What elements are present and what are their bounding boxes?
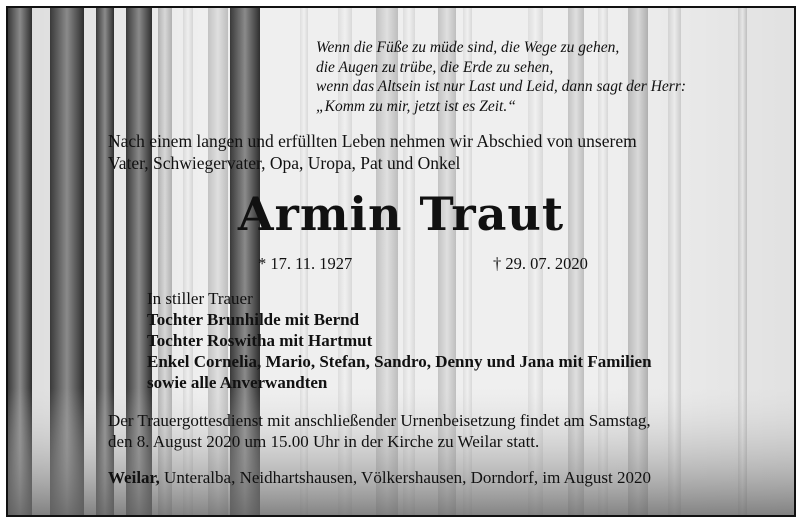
service-line: den 8. August 2020 um 15.00 Uhr in der Kirche zu Weilar statt.	[108, 432, 540, 451]
poem-line: wenn das Altsein ist nur Last und Leid, dann sagt der Herr:	[316, 78, 687, 95]
poem-line: Wenn die Füße zu müde sind, die Wege zu gehen,	[316, 39, 620, 56]
poem-line: die Augen zu trübe, die Erde zu sehen,	[316, 58, 554, 76]
mourner-line: sowie alle Anverwandten	[147, 373, 328, 392]
service-line: Der Trauergottesdienst mit anschließender Urnenbeisetzung findet am Samstag,	[108, 411, 651, 430]
poem	[316, 38, 686, 116]
obituary-text	[8, 8, 794, 515]
intro-line: Nach einem langen und erfüllten Leben nehmen wir Abschied von unserem	[108, 131, 637, 151]
death-date: † 29. 07. 2020	[493, 254, 588, 273]
birth-date: * 17. 11. 1927	[258, 254, 353, 273]
place-rest: Unteralba, Neidhartshausen, Völkershausen, Dorndorf, im August 2020	[159, 468, 651, 487]
mourner-line: Tochter Brunhilde mit Bernd	[147, 310, 360, 329]
deceased-name: Armin Traut	[237, 187, 565, 241]
mourners-list	[147, 288, 652, 393]
obituary-frame	[6, 6, 796, 517]
place-town: Weilar,	[108, 468, 160, 487]
service-info	[108, 410, 651, 452]
place-and-date	[108, 467, 651, 488]
mourner-line: Tochter Roswitha mit Hartmut	[147, 331, 373, 350]
poem-line: „Komm zu mir, jetzt ist es Zeit.“	[316, 97, 516, 115]
intro-text	[108, 130, 637, 174]
mourner-line: Enkel Cornelia, Mario, Stefan, Sandro, Denny und Jana mit Familien	[147, 352, 652, 371]
mourners-heading: In stiller Trauer	[147, 289, 253, 308]
intro-line: Vater, Schwiegervater, Opa, Uropa, Pat und Onkel	[108, 153, 461, 173]
